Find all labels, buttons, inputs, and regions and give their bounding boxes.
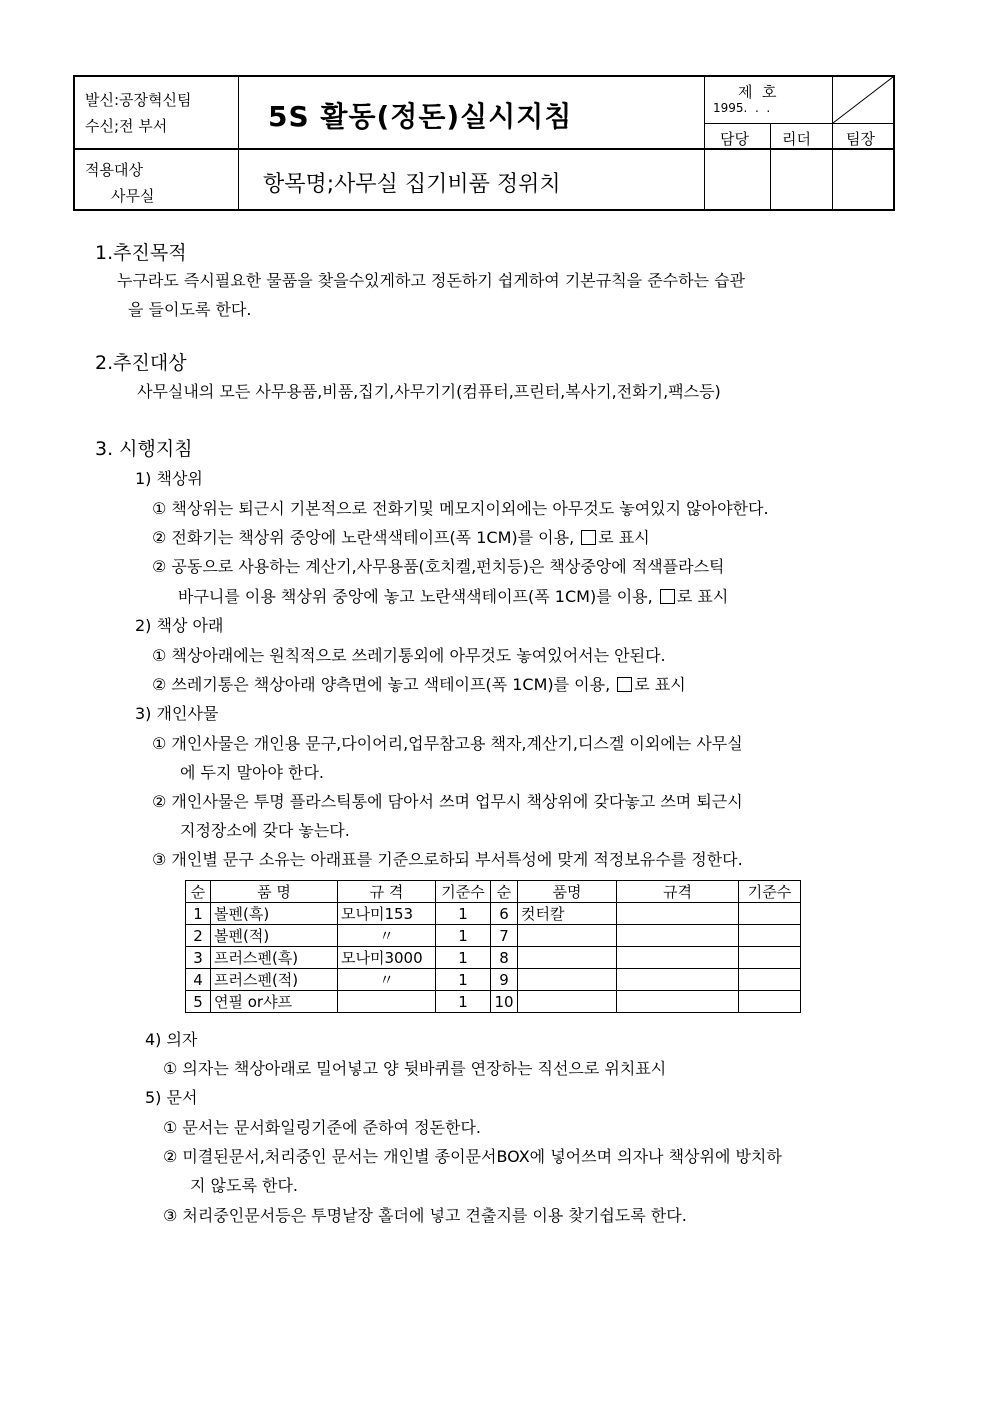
cell <box>518 947 617 969</box>
stationery-table <box>185 880 801 1013</box>
doc-date: 1995. . . <box>713 101 771 115</box>
table-row <box>186 969 801 991</box>
cell <box>739 903 801 925</box>
cell: 10 <box>491 991 518 1013</box>
cell: 3 <box>186 947 211 969</box>
cell: 1 <box>436 925 491 947</box>
receiver: 수신;전 부서 <box>85 117 168 135</box>
cell: 1 <box>436 947 491 969</box>
cell: 프러스펜(적) <box>211 969 338 991</box>
target-label: 적용대상 <box>85 161 143 179</box>
cell: 볼펜(적) <box>211 925 338 947</box>
cell: 볼펜(흑) <box>211 903 338 925</box>
item-2-2: ② 쓰레기통은 책상아래 양측면에 놓고 색테이프(폭 1CM)를 이용, 로 표시 <box>152 675 686 694</box>
cell: 4 <box>186 969 211 991</box>
sub-2-under-desk: 2) 책상 아래 <box>135 616 224 635</box>
s2-line1: 사무실내의 모든 사무용품,비품,집기,사무기기(컴퓨터,프린터,복사기,전화기,팩스등) <box>137 382 721 401</box>
table-row <box>186 947 801 969</box>
cell: 1 <box>186 903 211 925</box>
sub-4-chair: 4) 의자 <box>145 1030 198 1049</box>
sender: 발신:공장혁신팀 <box>85 91 192 109</box>
doc-no-label: 제 호 <box>738 83 777 101</box>
cell <box>338 991 436 1013</box>
cell: 프러스펜(흑) <box>211 947 338 969</box>
item-3-3: ③ 개인별 문구 소유는 아래표를 기준으로하되 부서특성에 맞게 적정보유수를 정한다. <box>152 850 743 869</box>
approval-leader: 리더 <box>782 130 811 148</box>
cell <box>617 947 739 969</box>
cell <box>617 925 739 947</box>
cell: 6 <box>491 903 518 925</box>
cell <box>518 991 617 1013</box>
doc-title: 5S 활동(정돈)실시지침 <box>268 100 573 133</box>
cell: 컷터칼 <box>518 903 617 925</box>
cell <box>739 947 801 969</box>
cell: 5 <box>186 991 211 1013</box>
square-mark-icon <box>660 589 675 604</box>
cell: 〃 <box>338 969 436 991</box>
item-name: 항목명;사무실 집기비품 정위치 <box>263 172 561 197</box>
header-cell: 규격 <box>617 881 739 903</box>
cell: 7 <box>491 925 518 947</box>
table-row <box>186 991 801 1013</box>
sub-5-documents: 5) 문서 <box>145 1088 198 1107</box>
cell: 모나미3000 <box>338 947 436 969</box>
item-5-2b: 지 않도록 한다. <box>190 1176 298 1195</box>
diagonal-slash <box>833 77 893 124</box>
s1-line1: 누구라도 즉시필요한 물품을 찾을수있게하고 정돈하기 쉽게하여 기본규칙을 준수하는 습관 <box>117 271 746 290</box>
approval-staff: 담당 <box>720 130 749 148</box>
sub-3-personal: 3) 개인사물 <box>135 704 219 723</box>
target-value: 사무실 <box>111 187 155 205</box>
cell: 8 <box>491 947 518 969</box>
cell: 연필 or샤프 <box>211 991 338 1013</box>
section-2-heading: 2.추진대상 <box>95 352 187 374</box>
item-5-2a: ② 미결된문서,처리중인 문서는 개인별 종이문서BOX에 넣어쓰며 의자나 책상위에 방치하 <box>163 1147 782 1166</box>
s1-line2: 을 들이도록 한다. <box>128 300 252 319</box>
item-4-1: ① 의자는 책상아래로 밀어넣고 양 뒷바퀴를 연장하는 직선으로 위치표시 <box>163 1059 667 1078</box>
section-1-heading: 1.추진목적 <box>95 242 187 264</box>
cell: 1 <box>436 903 491 925</box>
square-mark-icon <box>617 677 632 692</box>
item-5-3: ③ 처리중인문서등은 투명낱장 홀더에 넣고 견출지를 이용 찾기쉽도록 한다. <box>163 1206 687 1225</box>
cell <box>739 925 801 947</box>
item-2-1: ① 책상아래에는 원칙적으로 쓰레기통외에 아무것도 놓여있어서는 안된다. <box>152 646 666 665</box>
header-cell: 순 <box>186 881 211 903</box>
cell <box>518 925 617 947</box>
cell <box>617 969 739 991</box>
section-3-heading: 3. 시행지침 <box>95 438 193 460</box>
header-cell: 순 <box>491 881 518 903</box>
cell <box>617 903 739 925</box>
item-3-2b: 지정장소에 갖다 놓는다. <box>180 821 350 840</box>
table-row <box>186 925 801 947</box>
header-cell: 품 명 <box>211 881 338 903</box>
item-3-1b: 에 두지 말아야 한다. <box>180 763 324 782</box>
square-mark-icon <box>581 530 596 545</box>
approval-team-head: 팀장 <box>846 130 875 148</box>
item-1-3a: ② 공동으로 사용하는 계산기,사무용품(호치켈,펀치등)은 책상중앙에 적색플라스틱 <box>152 557 725 576</box>
header-cell: 기준수 <box>739 881 801 903</box>
header-cell: 규 격 <box>338 881 436 903</box>
header-box <box>73 75 895 211</box>
cell <box>739 969 801 991</box>
cell: 〃 <box>338 925 436 947</box>
item-3-2a: ② 개인사물은 투명 플라스틱통에 담아서 쓰며 업무시 책상위에 갖다놓고 쓰며 퇴근시 <box>152 792 743 811</box>
header-cell: 품명 <box>518 881 617 903</box>
cell: 1 <box>436 991 491 1013</box>
cell <box>518 969 617 991</box>
cell <box>617 991 739 1013</box>
item-3-1a: ① 개인사물은 개인용 문구,다이어리,업무참고용 책자,계산기,디스겔 이외에는 사무실 <box>152 734 743 753</box>
item-1-2: ② 전화기는 책상위 중앙에 노란색색테이프(폭 1CM)를 이용, 로 표시 <box>152 528 650 547</box>
item-1-3b: 바구니를 이용 책상위 중앙에 놓고 노란색색테이프(폭 1CM)를 이용, 로 표시 <box>178 587 729 606</box>
sub-1-desk-top: 1) 책상위 <box>135 469 203 488</box>
cell <box>739 991 801 1013</box>
table-header-row <box>186 881 801 903</box>
table-row <box>186 903 801 925</box>
cell: 모나미153 <box>338 903 436 925</box>
cell: 1 <box>436 969 491 991</box>
header-cell: 기준수 <box>436 881 491 903</box>
item-1-1: ① 책상위는 퇴근시 기본적으로 전화기및 메모지이외에는 아무것도 놓여있지 않아야한다. <box>152 499 769 518</box>
cell: 2 <box>186 925 211 947</box>
cell: 9 <box>491 969 518 991</box>
item-5-1: ① 문서는 문서화일링기준에 준하여 정돈한다. <box>163 1118 481 1137</box>
